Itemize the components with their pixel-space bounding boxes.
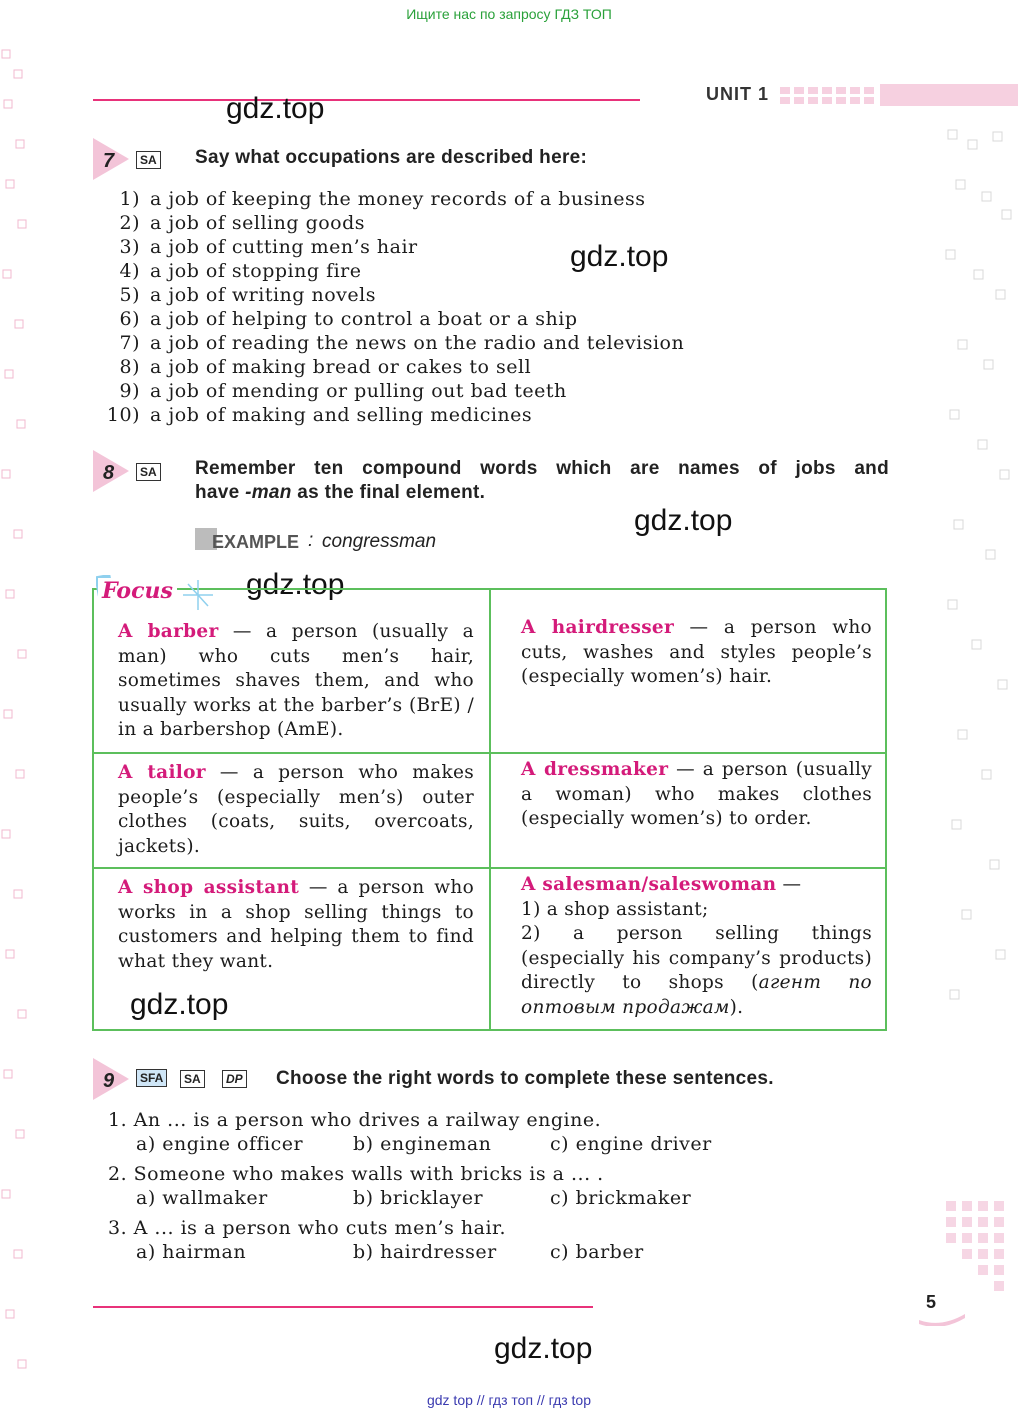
list-item [100, 187, 684, 211]
exercise-8-task-line2: have -man as the final element. [195, 482, 486, 503]
list-item-number: 4) [119, 260, 140, 282]
list-item-text: a job of mending or pulling out bad teeth [150, 380, 567, 402]
watermark: gdz.top [570, 240, 669, 273]
dictionary-icon: DP [222, 1070, 247, 1088]
list-item [100, 211, 684, 235]
focus-cell-barber: A barber — a person (usually a man) who cuts men’s hair, sometimes shaves them, and who usually works at the barber’s (BrE) / in a barbershop (AmE). [118, 621, 474, 740]
watermark: gdz.top [130, 988, 229, 1021]
page-number: 5 [926, 1292, 937, 1312]
list-item-number: 10) [106, 404, 140, 426]
answer-option-b[interactable]: b) engineman [353, 1133, 492, 1155]
list-item-number: 2) [119, 212, 140, 234]
answer-option-c[interactable]: c) engine driver [550, 1133, 712, 1155]
focus-grid-line [94, 867, 885, 869]
sa-icon: SA [180, 1070, 205, 1088]
list-item-number: 6) [119, 308, 140, 330]
answer-option-c[interactable]: c) brickmaker [550, 1187, 692, 1209]
answer-option-b[interactable]: b) bricklayer [353, 1187, 484, 1209]
exercise-9-task: Choose the right words to complete these sentences. [276, 1068, 774, 1089]
right-decor-pattern [938, 120, 1018, 1030]
list-item-text: a job of making bread or cakes to sell [150, 356, 532, 378]
sfa-icon: SFA [136, 1069, 167, 1087]
list-item [100, 283, 684, 307]
exercise-7-list [100, 187, 684, 427]
focus-grid-line [94, 752, 885, 754]
footer-rule [93, 1306, 593, 1308]
list-item-number: 5) [119, 284, 140, 306]
list-item-number: 7) [119, 332, 140, 354]
page-number-badge [915, 1284, 967, 1326]
sa-icon: SA [136, 151, 161, 169]
question-text: 3. A ... is a person who cuts men’s hair. [108, 1217, 507, 1239]
list-item [100, 235, 684, 259]
list-item-text: a job of cutting men’s hair [150, 236, 418, 258]
example-colon: : [308, 530, 314, 551]
list-item [100, 259, 684, 283]
exercise-8-number: 8 [103, 462, 115, 484]
list-item-text: a job of stopping fire [150, 260, 362, 282]
focus-cell-dressmaker: A dressmaker — a person (usually a woman) who makes clothes (especially women’s) to order. [521, 759, 873, 829]
answer-option-a[interactable]: a) wallmaker [136, 1187, 268, 1209]
bottom-links[interactable]: gdz top // гдз топ // гдз top [426, 1392, 592, 1408]
list-item [100, 379, 684, 403]
answer-options [108, 1132, 808, 1156]
question-text: 2. Someone who makes walls with bricks is a ... . [108, 1163, 604, 1185]
top-search-link[interactable]: Ищите нас по запросу ГДЗ ТОП [406, 6, 612, 22]
list-item [100, 355, 684, 379]
exercise-7-task: Say what occupations are described here: [195, 147, 588, 168]
focus-grid-line [489, 590, 491, 1029]
answer-option-c[interactable]: c) barber [550, 1241, 644, 1263]
answer-options [108, 1186, 808, 1210]
list-item [100, 331, 684, 355]
exercise-9-number: 9 [103, 1070, 115, 1092]
list-item-text: a job of making and selling medicines [150, 404, 533, 426]
list-item [100, 403, 684, 427]
list-item-text: a job of keeping the money records of a business [150, 188, 646, 210]
exercise-7-number: 7 [103, 150, 115, 172]
watermark: gdz.top [246, 568, 345, 601]
question-block [108, 1216, 808, 1264]
star-sparkle-icon [180, 578, 216, 612]
answer-options [108, 1240, 808, 1264]
example-value: congressman [322, 531, 437, 552]
question-text: 1. An ... is a person who drives a railway engine. [108, 1109, 602, 1131]
focus-cell-shop-assistant: A shop assistant — a person who works in a shop selling things to customers and helping them to find what they want. [118, 877, 475, 972]
focus-cell-hairdresser: A hairdresser — a person who cuts, washes and styles people’s (especially women’s) hair. [521, 617, 872, 687]
exercise-8-task-line1: Remember ten compound words which are names of jobs and [195, 458, 889, 479]
header-rule [93, 99, 640, 101]
example-label: EXAMPLE [212, 532, 300, 552]
list-item-text: a job of helping to control a boat or a ship [150, 308, 578, 330]
watermark: gdz.top [226, 92, 325, 125]
exercise-9-questions [108, 1108, 808, 1270]
focus-cell-tailor: A tailor — a person who makes people’s (especially men’s) outer clothes (coats, suits, overcoats, jackets). [118, 762, 474, 857]
answer-option-a[interactable]: a) hairman [136, 1241, 247, 1263]
unit-decor-bar [780, 84, 1018, 106]
list-item-number: 1) [119, 188, 140, 210]
watermark: gdz.top [494, 1332, 593, 1365]
list-item-number: 9) [119, 380, 140, 402]
question-block [108, 1108, 808, 1156]
focus-cell-salesman: A salesman/saleswoman — 1) a shop assistant; 2) a person selling things (especially his company’s products) directly to shops (агент по оптовым продажам). [521, 874, 872, 1018]
answer-option-b[interactable]: b) hairdresser [353, 1241, 497, 1263]
unit-label: UNIT 1 [706, 84, 770, 104]
list-item-text: a job of selling goods [150, 212, 366, 234]
question-block [108, 1162, 808, 1210]
list-item-text: a job of reading the news on the radio and television [150, 332, 685, 354]
list-item-number: 3) [119, 236, 140, 258]
sa-icon: SA [136, 463, 161, 481]
list-item-text: a job of writing novels [150, 284, 376, 306]
focus-label: Focus [98, 578, 177, 604]
answer-option-a[interactable]: a) engine officer [136, 1133, 304, 1155]
list-item-number: 8) [119, 356, 140, 378]
watermark: gdz.top [634, 504, 733, 537]
list-item [100, 307, 684, 331]
focus-box [92, 588, 887, 1031]
left-decor-pattern [0, 30, 30, 1400]
